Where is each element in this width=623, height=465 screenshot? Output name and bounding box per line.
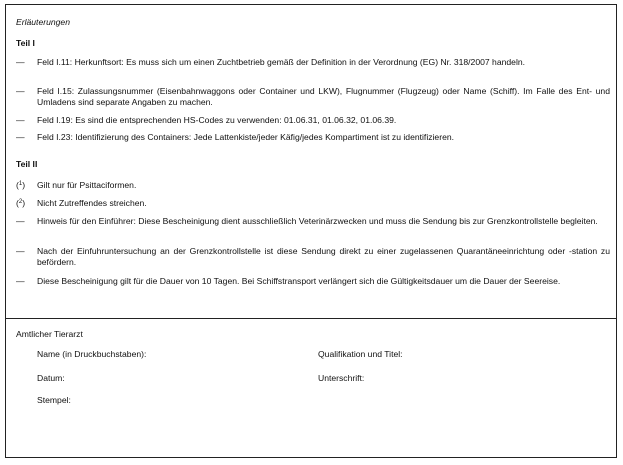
part1-item-i11: [16, 57, 610, 68]
signature-label: Unterschrift:: [318, 373, 365, 383]
notes-heading: Erläuterungen: [16, 17, 70, 27]
item-text: Feld I.15: Zulassungsnummer (Eisenbahnwaggons oder Container und LKW), Flugnummer (Flugzeug) oder Name (Schiff). Im Falle des Ent- und Umladens sind separate Angaben zu machen.: [37, 86, 610, 108]
footnote-2: [16, 198, 610, 209]
part1-item-i15: [16, 86, 610, 109]
dash-marker: —: [16, 246, 25, 256]
name-label: Name (in Druckbuchstaben):: [37, 349, 147, 359]
footnote-1: [16, 180, 610, 191]
dash-marker: —: [16, 132, 25, 142]
official-veterinarian-section: [6, 318, 616, 457]
part1-item-i23: [16, 132, 610, 143]
part2-item-importer-note: [16, 216, 610, 227]
footnote-text: Gilt nur für Psittaciformen.: [37, 180, 137, 190]
footnote-text: Nicht Zutreffendes streichen.: [37, 198, 147, 208]
dash-marker: —: [16, 115, 25, 125]
part2-item-validity: [16, 276, 610, 287]
item-text: Nach der Einfuhruntersuchung an der Grenzkontrollstelle ist diese Sendung direkt zu einer zugelassenen Quarantäneeinrichtung oder -station zu befördern.: [37, 246, 610, 268]
dash-marker: —: [16, 86, 25, 96]
footnote-marker: ($^1$): [16, 180, 26, 190]
notes-section: [6, 5, 616, 319]
date-label: Datum:: [37, 373, 65, 383]
certificate-frame: [5, 4, 617, 458]
part1-title: Teil I: [16, 38, 35, 48]
item-text: Feld I.11: Herkunftsort: Es muss sich um einen Zuchtbetrieb gemäß der Definition in der Verordnung (EG) Nr. 318/2007 handeln.: [37, 57, 526, 67]
item-text: Feld I.23: Identifizierung des Containers: Jede Lattenkiste/jeder Käfig/jedes Kompartiment ist zu identifizieren.: [37, 132, 455, 142]
stamp-label: Stempel:: [37, 395, 71, 405]
dash-marker: —: [16, 57, 25, 67]
qualification-label: Qualifikation und Titel:: [318, 349, 403, 359]
part1-item-i19: [16, 115, 610, 126]
item-text: Hinweis für den Einführer: Diese Bescheinigung dient ausschließlich Veterinärzwecken und muss die Sendung bis zur Grenzkontrollstelle begleiten.: [37, 216, 598, 226]
dash-marker: —: [16, 276, 25, 286]
official-title: Amtlicher Tierarzt: [16, 329, 83, 339]
dash-marker: —: [16, 216, 25, 226]
footnote-marker: ($^2$): [16, 198, 26, 208]
part2-title: Teil II: [16, 159, 38, 169]
item-text: Diese Bescheinigung gilt für die Dauer von 10 Tagen. Bei Schiffstransport verlängert sich die Gültigkeitsdauer um die Dauer der Seereise.: [37, 276, 561, 286]
part2-item-quarantine: [16, 246, 610, 269]
item-text: Feld I.19: Es sind die entsprechenden HS-Codes zu verwenden: 01.06.31, 01.06.32, 01.06.39.: [37, 115, 397, 125]
